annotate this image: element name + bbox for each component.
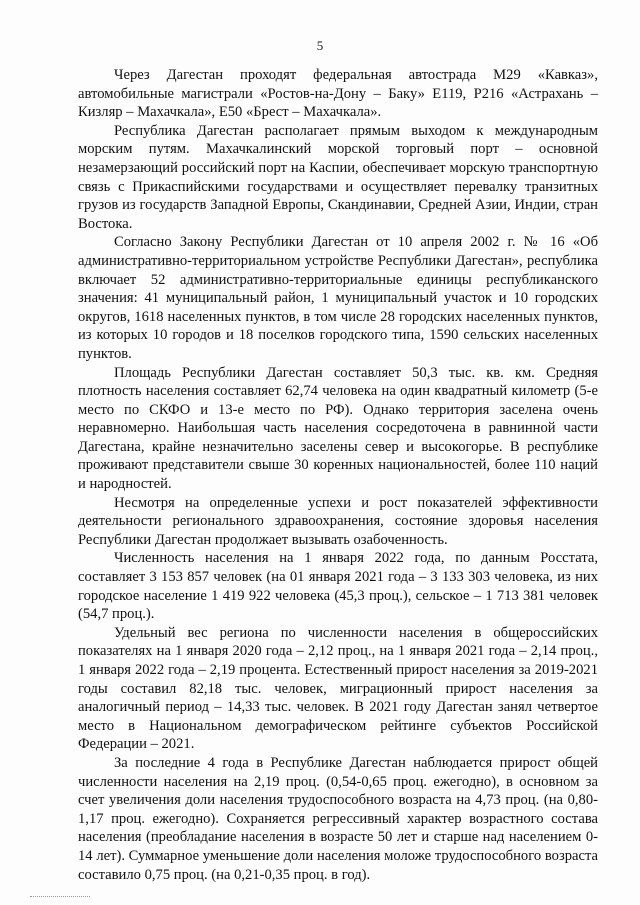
paragraph-administrative-units: Согласно Закону Республики Дагестан от 10 апреля 2002 г. № 16 «Об административно-территориальном устройстве Республики Дагестан», республика включает 52 административно-территориальные единицы республиканского значения: 41 муниципальный район, 1 муниципальный участок и 10 городских округов, 1618 населенных пунктов, в том числе 28 городских населенных пунктов, из которых 10 городов и 18 поселков городского типа, 1590 сельских населенных пунктов.: [78, 234, 598, 362]
paragraph-population-growth: За последние 4 года в Республике Дагестан наблюдается прирост общей численности населения на 2,19 проц. (0,54-0,65 проц. ежегодно), в основном за счет увеличения доли населения трудоспособного возраста на 4,73 проц. (на 0,80-1,17 проц. ежегодно). Сохраняется регрессивный характер возрастного состава населения (преобладание населения в возрасте 50 лет и старше над населением 0-14 лет). Суммарное уменьшение доли населения моложе трудоспособного возраста составило 0,75 проц. (на 0,21-0,35 проц. в год).: [78, 754, 598, 883]
paragraph-population-count: Численность населения на 1 января 2022 года, по данным Росстата, составляет 3 153 857 человек (на 01 января 2021 года – 3 133 303 человека, из них городское население 1 419 922 человека (45,3 проц.), сельское – 1 713 381 человек (54,7 проц.).: [78, 550, 598, 623]
paragraph-area-density: Площадь Республики Дагестан составляет 50,3 тыс. кв. км. Средняя плотность населения составляет 62,74 человека на один квадратный километр (5-е место по СКФО и 13-е место по РФ). Однако территория заселена очень неравномерно. Наибольшая часть населения сосредоточена в равнинной части Дагестана, крайне незначительно заселены север и высокогорье. В республике проживают представители свыше 30 коренных национальностей, более 110 наций и народностей.: [78, 364, 598, 493]
paragraph-health-concern: Несмотря на определенные успехи и рост показателей эффективности деятельности регионального здравоохранения, состояние здоровья населения Республики Дагестан продолжает вызывать озабоченность.: [78, 494, 598, 548]
paragraph-population-share: Удельный вес региона по численности населения в общероссийских показателях на 1 января 2020 года – 2,12 проц., на 1 января 2021 года – 2,14 проц., 1 января 2022 года – 2,19 процента. Естественный прирост населения за 2019-2021 годы составил 82,18 тыс. человек, миграционный прирост населения за аналогичный период – 14,33 тыс. человек. В 2021 году Дагестан занял четвертое место в Национальном демографическом рейтинге субъектов Российской Федерации – 2021.: [78, 624, 598, 753]
paragraph-highways: Через Дагестан проходят федеральная автострада М29 «Кавказ», автомобильные магистрали «Ростов-на-Дону – Баку» Е119, Р216 «Астрахань – Кизляр – Махачкала», Е50 «Брест – Махачкала».: [78, 67, 598, 121]
document-body: [78, 66, 598, 884]
paragraph-sea-port: Республика Дагестан располагает прямым выходом к международным морским путям. Махачкалинский морской торговый порт – основной незамерзающий российский порт на Каспии, обеспечивает морскую транспортную связь с Прикаспийскими государствами и осуществляет перевалку транзитных грузов из государств Западной Европы, Скандинавии, Средней Азии, Индии, стран Востока.: [78, 122, 598, 232]
page-number: 5: [316, 38, 324, 53]
scan-artifact: [30, 896, 90, 899]
